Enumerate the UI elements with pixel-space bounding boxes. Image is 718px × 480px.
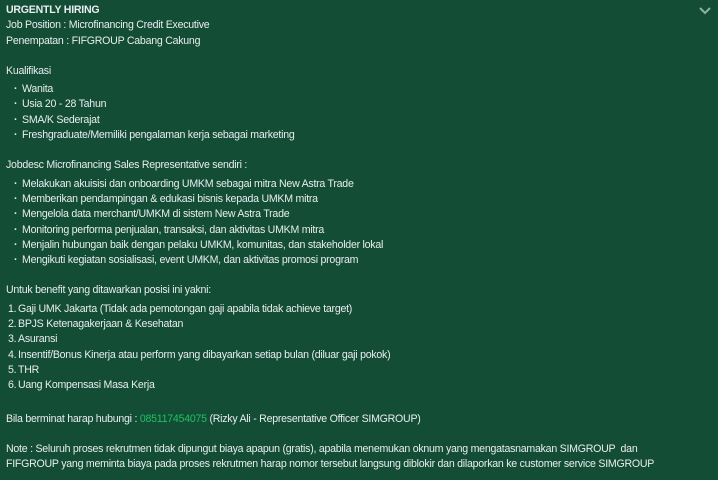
list-item: 2. BPJS Ketenagakerjaan & Kesehatan: [8, 318, 184, 331]
jobdesc-list: [6, 177, 708, 269]
list-item: · Usia 20 - 28 Tahun: [6, 97, 708, 112]
list-item: · Freshgraduate/Memiliki pengalaman kerja sebagai marketing: [6, 128, 708, 143]
list-item: · Monitoring performa penjualan, transaksi, dan aktivitas UMKM mitra: [6, 223, 708, 238]
placement: Penempatan : FIFGROUP Cabang Cakung: [6, 34, 201, 47]
list-item: · Mengikuti kegiatan sosialisasi, event UMKM, dan aktivitas promosi program: [6, 253, 708, 268]
contact-line: Bila berminat harap hubungi : 085117454075 (Rizky Ali - Representative Officer SIMGROUP): [6, 412, 421, 425]
message-bubble: [6, 3, 708, 472]
list-item: 4. Insentif/Bonus Kinerja atau perform yang dibayarkan setiap bulan (diluar gaji pokok): [8, 348, 391, 361]
list-item: · Memberikan pendampingan & edukasi bisnis kepada UMKM mitra: [6, 192, 708, 207]
chevron-down-icon[interactable]: [698, 6, 712, 16]
note-line-1: Note : Seluruh proses rekrutmen tidak dipungut biaya apapun (gratis), apabila menemukan oknum yang mengatasnamakan SIMGROUP dan: [6, 442, 638, 455]
qualifications-list: [6, 82, 708, 143]
list-item: · SMA/K Sederajat: [6, 113, 708, 128]
message-title: URGENTLY HIRING: [6, 4, 100, 16]
list-item: 1. Gaji UMK Jakarta (Tidak ada pemotongan gaji apabila tidak achieve target): [8, 302, 353, 315]
list-item: · Mengelola data merchant/UMKM di sistem New Astra Trade: [6, 207, 708, 222]
phone-link[interactable]: 085117454075: [139, 412, 207, 425]
list-item: · Wanita: [6, 82, 708, 97]
qualifications-heading: Kualifikasi: [6, 64, 51, 77]
benefits-heading: Untuk benefit yang ditawarkan posisi ini yakni:: [6, 284, 211, 297]
benefits-list: [6, 302, 708, 394]
list-item: · Menjalin hubungan baik dengan pelaku UMKM, komunitas, dan stakeholder lokal: [6, 238, 708, 253]
list-item: 6. Uang Kompensasi Masa Kerja: [8, 379, 155, 392]
note-line-2: FIFGROUP yang meminta biaya pada proses rekrutmen harap nomor tersebut langsung diblokir dan dilaporkan ke customer service SIMGROUP: [6, 458, 655, 471]
job-position: Job Position : Microfinancing Credit Executive: [6, 19, 210, 32]
list-item: · Melakukan akuisisi dan onboarding UMKM sebagai mitra New Astra Trade: [6, 177, 708, 192]
list-item: 3. Asuransi: [8, 333, 58, 346]
list-item: 5. THR: [8, 363, 40, 376]
jobdesc-heading: Jobdesc Microfinancing Sales Representative sendiri :: [6, 159, 248, 172]
